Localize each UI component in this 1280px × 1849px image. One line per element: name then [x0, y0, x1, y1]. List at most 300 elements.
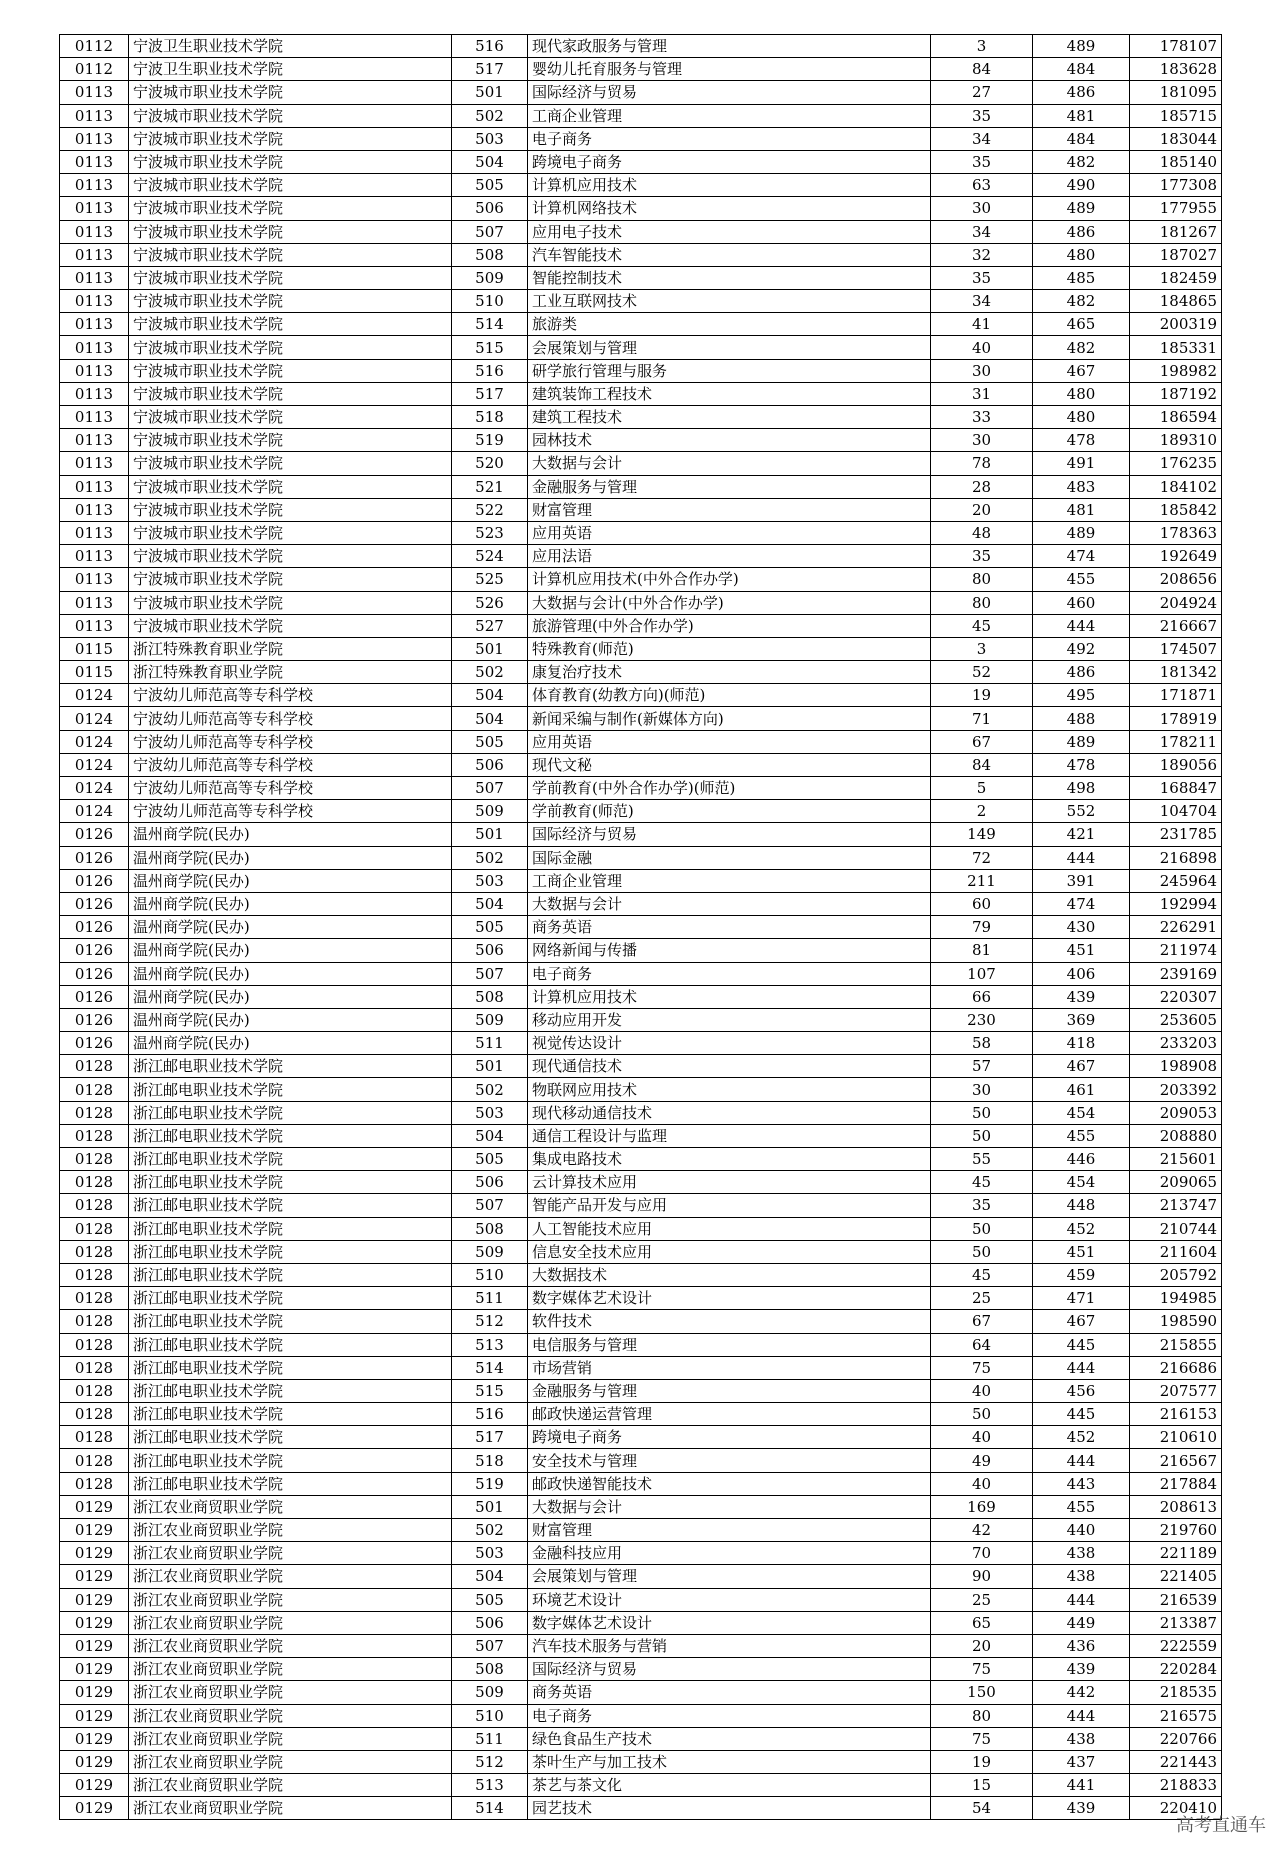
- plan-count-cell: 25: [931, 1588, 1033, 1611]
- major-code-cell: 504: [452, 707, 528, 730]
- school-name-cell: 宁波城市职业技术学院: [129, 568, 452, 591]
- school-name-cell: 浙江邮电职业技术学院: [129, 1310, 452, 1333]
- major-code-cell: 509: [452, 266, 528, 289]
- min-score-cell: 486: [1033, 81, 1130, 104]
- min-score-cell: 489: [1033, 197, 1130, 220]
- min-score-cell: 488: [1033, 707, 1130, 730]
- min-score-cell: 444: [1033, 1449, 1130, 1472]
- major-code-cell: 501: [452, 1055, 528, 1078]
- major-name-cell: 集成电路技术: [528, 1148, 931, 1171]
- major-code-cell: 517: [452, 1426, 528, 1449]
- school-name-cell: 宁波城市职业技术学院: [129, 475, 452, 498]
- plan-count-cell: 55: [931, 1148, 1033, 1171]
- major-name-cell: 大数据与会计: [528, 892, 931, 915]
- major-name-cell: 工商企业管理: [528, 104, 931, 127]
- min-rank-cell: 184102: [1130, 475, 1222, 498]
- school-code-cell: 0126: [60, 985, 129, 1008]
- plan-count-cell: 30: [931, 429, 1033, 452]
- major-name-cell: 金融服务与管理: [528, 1379, 931, 1402]
- plan-count-cell: 149: [931, 823, 1033, 846]
- school-name-cell: 浙江邮电职业技术学院: [129, 1426, 452, 1449]
- major-code-cell: 502: [452, 1078, 528, 1101]
- school-code-cell: 0124: [60, 684, 129, 707]
- major-code-cell: 519: [452, 429, 528, 452]
- min-score-cell: 441: [1033, 1774, 1130, 1797]
- min-rank-cell: 187192: [1130, 382, 1222, 405]
- plan-count-cell: 40: [931, 1472, 1033, 1495]
- table-row: [60, 1356, 1222, 1379]
- min-score-cell: 451: [1033, 939, 1130, 962]
- min-score-cell: 443: [1033, 1472, 1130, 1495]
- major-name-cell: 邮政快递运营管理: [528, 1403, 931, 1426]
- school-code-cell: 0113: [60, 452, 129, 475]
- school-name-cell: 宁波城市职业技术学院: [129, 174, 452, 197]
- table-row: [60, 35, 1222, 58]
- min-score-cell: 452: [1033, 1217, 1130, 1240]
- major-name-cell: 园林技术: [528, 429, 931, 452]
- plan-count-cell: 67: [931, 730, 1033, 753]
- min-score-cell: 482: [1033, 290, 1130, 313]
- major-name-cell: 国际经济与贸易: [528, 823, 931, 846]
- major-code-cell: 510: [452, 1263, 528, 1286]
- table-row: [60, 1032, 1222, 1055]
- table-row: [60, 1379, 1222, 1402]
- table-body: [60, 35, 1222, 1820]
- min-rank-cell: 208656: [1130, 568, 1222, 591]
- school-code-cell: 0113: [60, 127, 129, 150]
- school-code-cell: 0113: [60, 197, 129, 220]
- plan-count-cell: 50: [931, 1124, 1033, 1147]
- school-code-cell: 0129: [60, 1519, 129, 1542]
- major-name-cell: 安全技术与管理: [528, 1449, 931, 1472]
- major-name-cell: 茶艺与茶文化: [528, 1774, 931, 1797]
- school-code-cell: 0129: [60, 1565, 129, 1588]
- major-name-cell: 环境艺术设计: [528, 1588, 931, 1611]
- school-code-cell: 0112: [60, 35, 129, 58]
- school-code-cell: 0113: [60, 568, 129, 591]
- major-name-cell: 会展策划与管理: [528, 336, 931, 359]
- plan-count-cell: 70: [931, 1542, 1033, 1565]
- school-name-cell: 温州商学院(民办): [129, 916, 452, 939]
- min-score-cell: 483: [1033, 475, 1130, 498]
- table-row: [60, 892, 1222, 915]
- school-name-cell: 宁波城市职业技术学院: [129, 614, 452, 637]
- min-score-cell: 484: [1033, 58, 1130, 81]
- plan-count-cell: 49: [931, 1449, 1033, 1472]
- min-rank-cell: 168847: [1130, 777, 1222, 800]
- table-row: [60, 197, 1222, 220]
- table-row: [60, 1472, 1222, 1495]
- school-name-cell: 宁波城市职业技术学院: [129, 591, 452, 614]
- min-rank-cell: 189056: [1130, 753, 1222, 776]
- plan-count-cell: 3: [931, 35, 1033, 58]
- plan-count-cell: 5: [931, 777, 1033, 800]
- min-score-cell: 491: [1033, 452, 1130, 475]
- plan-count-cell: 25: [931, 1287, 1033, 1310]
- school-code-cell: 0129: [60, 1588, 129, 1611]
- major-name-cell: 移动应用开发: [528, 1008, 931, 1031]
- table-row: [60, 1611, 1222, 1634]
- min-rank-cell: 183628: [1130, 58, 1222, 81]
- major-code-cell: 517: [452, 58, 528, 81]
- min-rank-cell: 187027: [1130, 243, 1222, 266]
- major-name-cell: 应用英语: [528, 521, 931, 544]
- min-rank-cell: 216567: [1130, 1449, 1222, 1472]
- table-row: [60, 1681, 1222, 1704]
- school-name-cell: 宁波城市职业技术学院: [129, 498, 452, 521]
- major-code-cell: 515: [452, 336, 528, 359]
- table-row: [60, 1101, 1222, 1124]
- min-score-cell: 495: [1033, 684, 1130, 707]
- major-name-cell: 邮政快递智能技术: [528, 1472, 931, 1495]
- plan-count-cell: 31: [931, 382, 1033, 405]
- major-code-cell: 502: [452, 846, 528, 869]
- school-name-cell: 宁波城市职业技术学院: [129, 220, 452, 243]
- major-name-cell: 财富管理: [528, 498, 931, 521]
- major-code-cell: 501: [452, 637, 528, 660]
- min-score-cell: 474: [1033, 892, 1130, 915]
- major-name-cell: 电子商务: [528, 1704, 931, 1727]
- min-rank-cell: 185140: [1130, 150, 1222, 173]
- min-rank-cell: 205792: [1130, 1263, 1222, 1286]
- major-name-cell: 现代文秘: [528, 753, 931, 776]
- major-code-cell: 516: [452, 359, 528, 382]
- major-name-cell: 工商企业管理: [528, 869, 931, 892]
- major-name-cell: 汽车智能技术: [528, 243, 931, 266]
- major-code-cell: 509: [452, 800, 528, 823]
- school-name-cell: 宁波城市职业技术学院: [129, 359, 452, 382]
- major-name-cell: 视觉传达设计: [528, 1032, 931, 1055]
- major-name-cell: 国际经济与贸易: [528, 81, 931, 104]
- major-name-cell: 应用英语: [528, 730, 931, 753]
- school-name-cell: 宁波城市职业技术学院: [129, 81, 452, 104]
- min-score-cell: 455: [1033, 1495, 1130, 1518]
- major-code-cell: 504: [452, 1124, 528, 1147]
- min-rank-cell: 178363: [1130, 521, 1222, 544]
- school-code-cell: 0129: [60, 1727, 129, 1750]
- min-score-cell: 439: [1033, 1658, 1130, 1681]
- major-name-cell: 软件技术: [528, 1310, 931, 1333]
- school-name-cell: 宁波城市职业技术学院: [129, 452, 452, 475]
- school-code-cell: 0126: [60, 962, 129, 985]
- plan-count-cell: 58: [931, 1032, 1033, 1055]
- min-score-cell: 489: [1033, 35, 1130, 58]
- plan-count-cell: 40: [931, 1379, 1033, 1402]
- school-code-cell: 0113: [60, 429, 129, 452]
- plan-count-cell: 20: [931, 498, 1033, 521]
- school-code-cell: 0129: [60, 1774, 129, 1797]
- school-code-cell: 0124: [60, 730, 129, 753]
- major-code-cell: 518: [452, 406, 528, 429]
- school-code-cell: 0128: [60, 1287, 129, 1310]
- school-name-cell: 宁波城市职业技术学院: [129, 127, 452, 150]
- plan-count-cell: 75: [931, 1356, 1033, 1379]
- plan-count-cell: 30: [931, 1078, 1033, 1101]
- min-rank-cell: 218833: [1130, 1774, 1222, 1797]
- min-rank-cell: 198590: [1130, 1310, 1222, 1333]
- min-score-cell: 489: [1033, 521, 1130, 544]
- min-score-cell: 444: [1033, 1704, 1130, 1727]
- table-row: [60, 313, 1222, 336]
- major-code-cell: 504: [452, 892, 528, 915]
- school-code-cell: 0129: [60, 1750, 129, 1773]
- min-score-cell: 391: [1033, 869, 1130, 892]
- plan-count-cell: 54: [931, 1797, 1033, 1820]
- school-name-cell: 浙江农业商贸职业学院: [129, 1727, 452, 1750]
- table-row: [60, 174, 1222, 197]
- school-code-cell: 0126: [60, 916, 129, 939]
- table-row: [60, 1797, 1222, 1820]
- major-code-cell: 505: [452, 174, 528, 197]
- min-rank-cell: 177955: [1130, 197, 1222, 220]
- major-name-cell: 金融科技应用: [528, 1542, 931, 1565]
- min-rank-cell: 194985: [1130, 1287, 1222, 1310]
- min-score-cell: 498: [1033, 777, 1130, 800]
- school-name-cell: 浙江农业商贸职业学院: [129, 1681, 452, 1704]
- min-rank-cell: 189310: [1130, 429, 1222, 452]
- major-code-cell: 508: [452, 243, 528, 266]
- table-row: [60, 637, 1222, 660]
- school-name-cell: 温州商学院(民办): [129, 846, 452, 869]
- plan-count-cell: 42: [931, 1519, 1033, 1542]
- major-name-cell: 智能产品开发与应用: [528, 1194, 931, 1217]
- table-row: [60, 1310, 1222, 1333]
- plan-count-cell: 230: [931, 1008, 1033, 1031]
- school-code-cell: 0113: [60, 475, 129, 498]
- school-code-cell: 0113: [60, 266, 129, 289]
- table-row: [60, 336, 1222, 359]
- min-score-cell: 445: [1033, 1403, 1130, 1426]
- min-rank-cell: 210610: [1130, 1426, 1222, 1449]
- plan-count-cell: 35: [931, 1194, 1033, 1217]
- school-name-cell: 浙江邮电职业技术学院: [129, 1356, 452, 1379]
- school-code-cell: 0128: [60, 1171, 129, 1194]
- major-code-cell: 502: [452, 661, 528, 684]
- min-rank-cell: 185331: [1130, 336, 1222, 359]
- min-score-cell: 478: [1033, 753, 1130, 776]
- school-code-cell: 0129: [60, 1704, 129, 1727]
- major-name-cell: 国际经济与贸易: [528, 1658, 931, 1681]
- major-name-cell: 建筑工程技术: [528, 406, 931, 429]
- table-row: [60, 475, 1222, 498]
- min-rank-cell: 209053: [1130, 1101, 1222, 1124]
- min-rank-cell: 216539: [1130, 1588, 1222, 1611]
- school-name-cell: 浙江农业商贸职业学院: [129, 1565, 452, 1588]
- min-rank-cell: 216153: [1130, 1403, 1222, 1426]
- table-row: [60, 939, 1222, 962]
- major-code-cell: 519: [452, 1472, 528, 1495]
- major-name-cell: 建筑装饰工程技术: [528, 382, 931, 405]
- school-code-cell: 0128: [60, 1426, 129, 1449]
- min-score-cell: 486: [1033, 220, 1130, 243]
- major-code-cell: 501: [452, 1495, 528, 1518]
- min-rank-cell: 217884: [1130, 1472, 1222, 1495]
- plan-count-cell: 211: [931, 869, 1033, 892]
- plan-count-cell: 40: [931, 336, 1033, 359]
- plan-count-cell: 64: [931, 1333, 1033, 1356]
- major-code-cell: 507: [452, 1634, 528, 1657]
- school-code-cell: 0129: [60, 1611, 129, 1634]
- school-code-cell: 0129: [60, 1681, 129, 1704]
- min-score-cell: 480: [1033, 243, 1130, 266]
- school-name-cell: 宁波城市职业技术学院: [129, 150, 452, 173]
- min-rank-cell: 221405: [1130, 1565, 1222, 1588]
- table-row: [60, 1774, 1222, 1797]
- table-row: [60, 661, 1222, 684]
- major-code-cell: 517: [452, 382, 528, 405]
- school-code-cell: 0128: [60, 1101, 129, 1124]
- school-name-cell: 宁波城市职业技术学院: [129, 290, 452, 313]
- major-name-cell: 现代通信技术: [528, 1055, 931, 1078]
- table-row: [60, 1194, 1222, 1217]
- school-code-cell: 0115: [60, 637, 129, 660]
- min-rank-cell: 226291: [1130, 916, 1222, 939]
- min-rank-cell: 208880: [1130, 1124, 1222, 1147]
- table-row: [60, 545, 1222, 568]
- major-name-cell: 大数据与会计: [528, 452, 931, 475]
- min-score-cell: 478: [1033, 429, 1130, 452]
- table-row: [60, 707, 1222, 730]
- major-code-cell: 525: [452, 568, 528, 591]
- major-code-cell: 514: [452, 1797, 528, 1820]
- school-code-cell: 0113: [60, 359, 129, 382]
- min-score-cell: 465: [1033, 313, 1130, 336]
- min-score-cell: 418: [1033, 1032, 1130, 1055]
- table-row: [60, 985, 1222, 1008]
- school-name-cell: 宁波城市职业技术学院: [129, 429, 452, 452]
- school-code-cell: 0113: [60, 521, 129, 544]
- table-row: [60, 1008, 1222, 1031]
- school-code-cell: 0113: [60, 81, 129, 104]
- school-name-cell: 宁波城市职业技术学院: [129, 521, 452, 544]
- table-row: [60, 568, 1222, 591]
- major-code-cell: 504: [452, 1565, 528, 1588]
- major-code-cell: 505: [452, 1148, 528, 1171]
- major-name-cell: 财富管理: [528, 1519, 931, 1542]
- school-name-cell: 温州商学院(民办): [129, 939, 452, 962]
- table-row: [60, 266, 1222, 289]
- min-rank-cell: 178107: [1130, 35, 1222, 58]
- major-code-cell: 507: [452, 777, 528, 800]
- major-name-cell: 绿色食品生产技术: [528, 1727, 931, 1750]
- school-name-cell: 浙江邮电职业技术学院: [129, 1101, 452, 1124]
- min-score-cell: 485: [1033, 266, 1130, 289]
- min-rank-cell: 178919: [1130, 707, 1222, 730]
- table-row: [60, 1634, 1222, 1657]
- plan-count-cell: 41: [931, 313, 1033, 336]
- school-code-cell: 0113: [60, 591, 129, 614]
- table-row: [60, 429, 1222, 452]
- min-rank-cell: 219760: [1130, 1519, 1222, 1542]
- school-name-cell: 宁波城市职业技术学院: [129, 313, 452, 336]
- major-code-cell: 501: [452, 81, 528, 104]
- major-code-cell: 516: [452, 1403, 528, 1426]
- major-code-cell: 506: [452, 939, 528, 962]
- major-code-cell: 503: [452, 1542, 528, 1565]
- min-rank-cell: 174507: [1130, 637, 1222, 660]
- table-row: [60, 1426, 1222, 1449]
- major-name-cell: 现代家政服务与管理: [528, 35, 931, 58]
- school-code-cell: 0128: [60, 1148, 129, 1171]
- school-code-cell: 0128: [60, 1194, 129, 1217]
- plan-count-cell: 80: [931, 1704, 1033, 1727]
- min-rank-cell: 233203: [1130, 1032, 1222, 1055]
- major-code-cell: 508: [452, 1217, 528, 1240]
- min-rank-cell: 198908: [1130, 1055, 1222, 1078]
- school-name-cell: 浙江邮电职业技术学院: [129, 1217, 452, 1240]
- major-name-cell: 特殊教育(师范): [528, 637, 931, 660]
- plan-count-cell: 19: [931, 684, 1033, 707]
- table-row: [60, 406, 1222, 429]
- plan-count-cell: 52: [931, 661, 1033, 684]
- table-row: [60, 730, 1222, 753]
- table-row: [60, 846, 1222, 869]
- table-row: [60, 1124, 1222, 1147]
- table-row: [60, 81, 1222, 104]
- major-code-cell: 503: [452, 869, 528, 892]
- min-rank-cell: 184865: [1130, 290, 1222, 313]
- table-row: [60, 1055, 1222, 1078]
- admission-table: [59, 34, 1222, 1820]
- table-row: [60, 1658, 1222, 1681]
- min-score-cell: 461: [1033, 1078, 1130, 1101]
- school-name-cell: 宁波城市职业技术学院: [129, 382, 452, 405]
- min-rank-cell: 220410: [1130, 1797, 1222, 1820]
- school-code-cell: 0128: [60, 1217, 129, 1240]
- plan-count-cell: 79: [931, 916, 1033, 939]
- school-name-cell: 宁波城市职业技术学院: [129, 197, 452, 220]
- table-row: [60, 591, 1222, 614]
- min-rank-cell: 216667: [1130, 614, 1222, 637]
- school-name-cell: 浙江邮电职业技术学院: [129, 1124, 452, 1147]
- plan-count-cell: 2: [931, 800, 1033, 823]
- major-name-cell: 会展策划与管理: [528, 1565, 931, 1588]
- school-name-cell: 浙江邮电职业技术学院: [129, 1403, 452, 1426]
- school-name-cell: 宁波幼儿师范高等专科学校: [129, 800, 452, 823]
- min-score-cell: 552: [1033, 800, 1130, 823]
- major-code-cell: 503: [452, 127, 528, 150]
- major-code-cell: 511: [452, 1287, 528, 1310]
- school-code-cell: 0115: [60, 661, 129, 684]
- min-score-cell: 444: [1033, 1356, 1130, 1379]
- min-rank-cell: 245964: [1130, 869, 1222, 892]
- plan-count-cell: 28: [931, 475, 1033, 498]
- school-code-cell: 0126: [60, 823, 129, 846]
- table-row: [60, 1704, 1222, 1727]
- plan-count-cell: 80: [931, 591, 1033, 614]
- min-rank-cell: 211974: [1130, 939, 1222, 962]
- major-code-cell: 510: [452, 290, 528, 313]
- table-row: [60, 243, 1222, 266]
- school-code-cell: 0126: [60, 869, 129, 892]
- school-code-cell: 0112: [60, 58, 129, 81]
- major-code-cell: 502: [452, 1519, 528, 1542]
- major-code-cell: 510: [452, 1704, 528, 1727]
- school-name-cell: 温州商学院(民办): [129, 1032, 452, 1055]
- plan-count-cell: 27: [931, 81, 1033, 104]
- school-code-cell: 0126: [60, 846, 129, 869]
- school-name-cell: 浙江邮电职业技术学院: [129, 1078, 452, 1101]
- min-rank-cell: 221443: [1130, 1750, 1222, 1773]
- major-code-cell: 513: [452, 1774, 528, 1797]
- min-score-cell: 449: [1033, 1611, 1130, 1634]
- min-rank-cell: 239169: [1130, 962, 1222, 985]
- major-name-cell: 旅游类: [528, 313, 931, 336]
- major-name-cell: 电子商务: [528, 962, 931, 985]
- major-name-cell: 计算机应用技术: [528, 985, 931, 1008]
- major-name-cell: 智能控制技术: [528, 266, 931, 289]
- plan-count-cell: 81: [931, 939, 1033, 962]
